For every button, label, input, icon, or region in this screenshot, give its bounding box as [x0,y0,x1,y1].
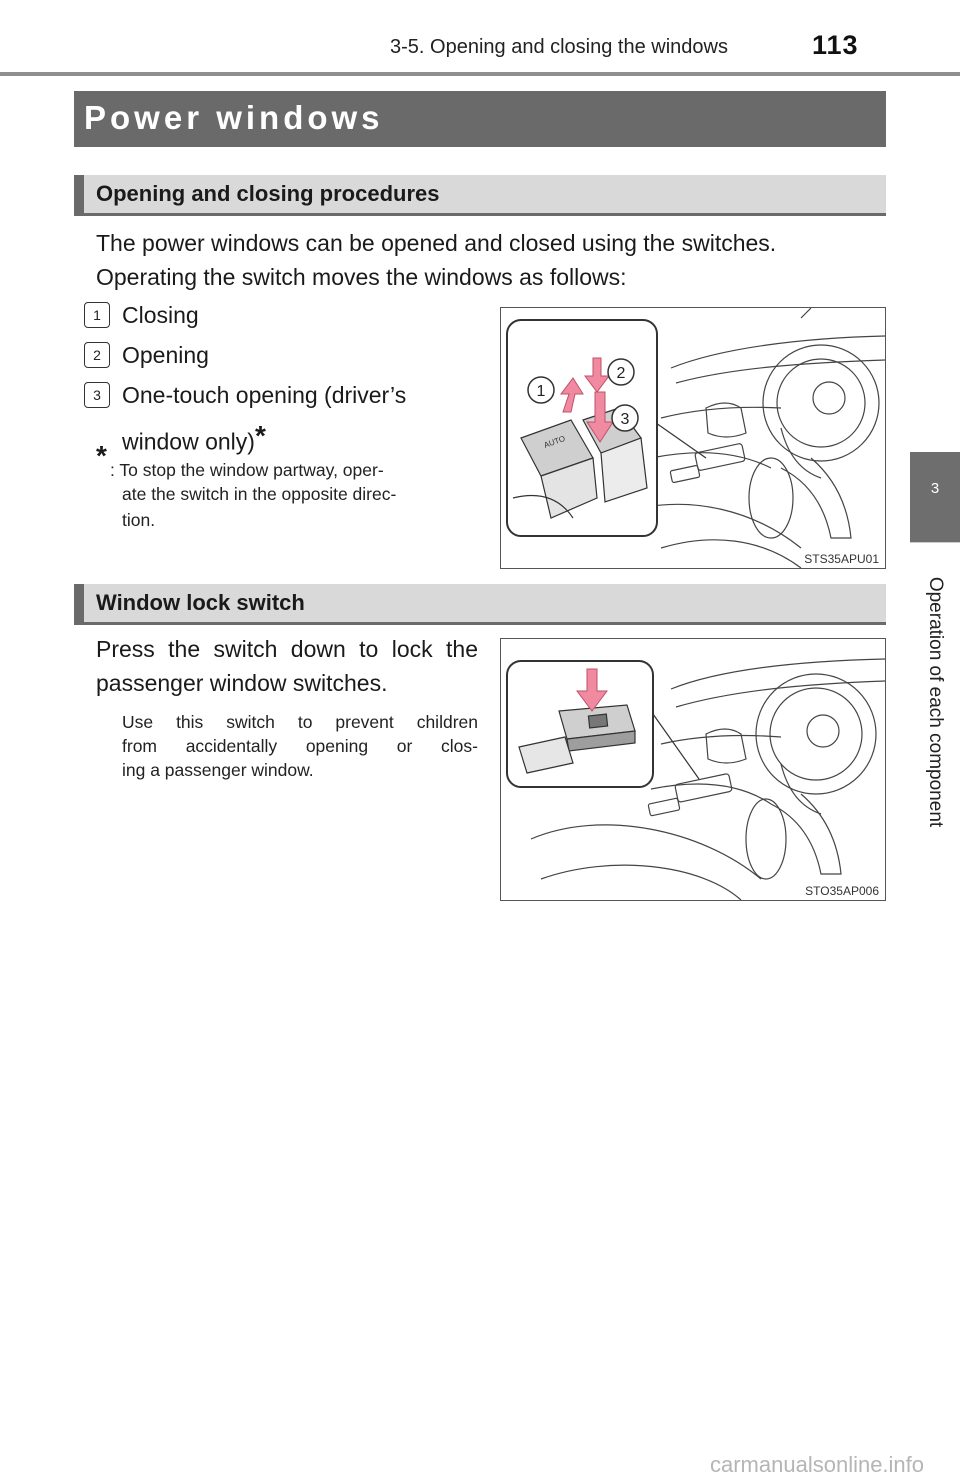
item-one-touch-text: One-touch opening (driver’s [122,382,407,408]
window-switch-illustration [501,308,885,568]
footnote-line-2: ate the switch in the opposite direc- [122,484,397,504]
side-tab-chapter-number: 3 [930,480,940,497]
header-rule [0,72,960,76]
footnote-line-1: : To stop the window partway, oper- [110,460,384,480]
section-title-window-lock: Window lock switch [96,590,305,615]
item-number-badge: 1 [84,302,110,328]
item-number-badge: 2 [84,342,110,368]
window-lock-note-line-2: from accidentally opening or clos- [122,736,478,756]
footnote-line-3: tion. [122,510,156,530]
section-title-opening-closing: Opening and closing procedures [96,181,440,206]
item-one-touch-text-2: window only) [122,428,255,455]
intro-line-1: The power windows can be opened and closed using the switches. [96,230,777,256]
page-number: 113 [812,30,859,60]
footnote-mark: * [96,440,107,471]
auto-label: AUTO [542,433,567,450]
item-one-touch-line-1 [122,382,478,409]
watermark-text: carmanualsonline.info [710,1452,925,1477]
window-lock-note-line-3: ing a passenger window. [122,760,314,780]
side-tab-divider [910,542,960,543]
section-heading-marker [74,175,84,216]
callout-1: 1 [536,383,546,400]
running-header-section: 3-5. Opening and closing the windows [390,36,728,58]
callout-2: 2 [616,365,626,382]
section-heading-marker [74,584,84,625]
side-tab-chapter-title: Operation of each component [925,576,946,828]
item-closing: Closing [122,302,199,328]
window-lock-body-line-2: passenger window switches. [96,670,388,696]
callout-3: 3 [620,411,630,428]
window-lock-body-line-1: Press the switch down to lock the [96,636,478,662]
figure-window-lock-switch [500,638,886,901]
figure-code: STS35APU01 [804,552,879,566]
window-lock-note-line-1: Use this switch to prevent children [122,712,478,732]
asterisk-mark: * [254,420,266,451]
page-title: Power windows [84,99,384,136]
item-one-touch-line-2 [122,416,266,456]
item-opening: Opening [122,342,209,368]
figure-code: STO35AP006 [805,884,879,898]
window-lock-illustration [501,639,885,900]
item-number-badge: 3 [84,382,110,408]
side-tab-chapter-box [910,452,960,542]
intro-line-2: Operating the switch moves the windows as follows: [96,264,627,290]
figure-window-switches [500,307,886,569]
